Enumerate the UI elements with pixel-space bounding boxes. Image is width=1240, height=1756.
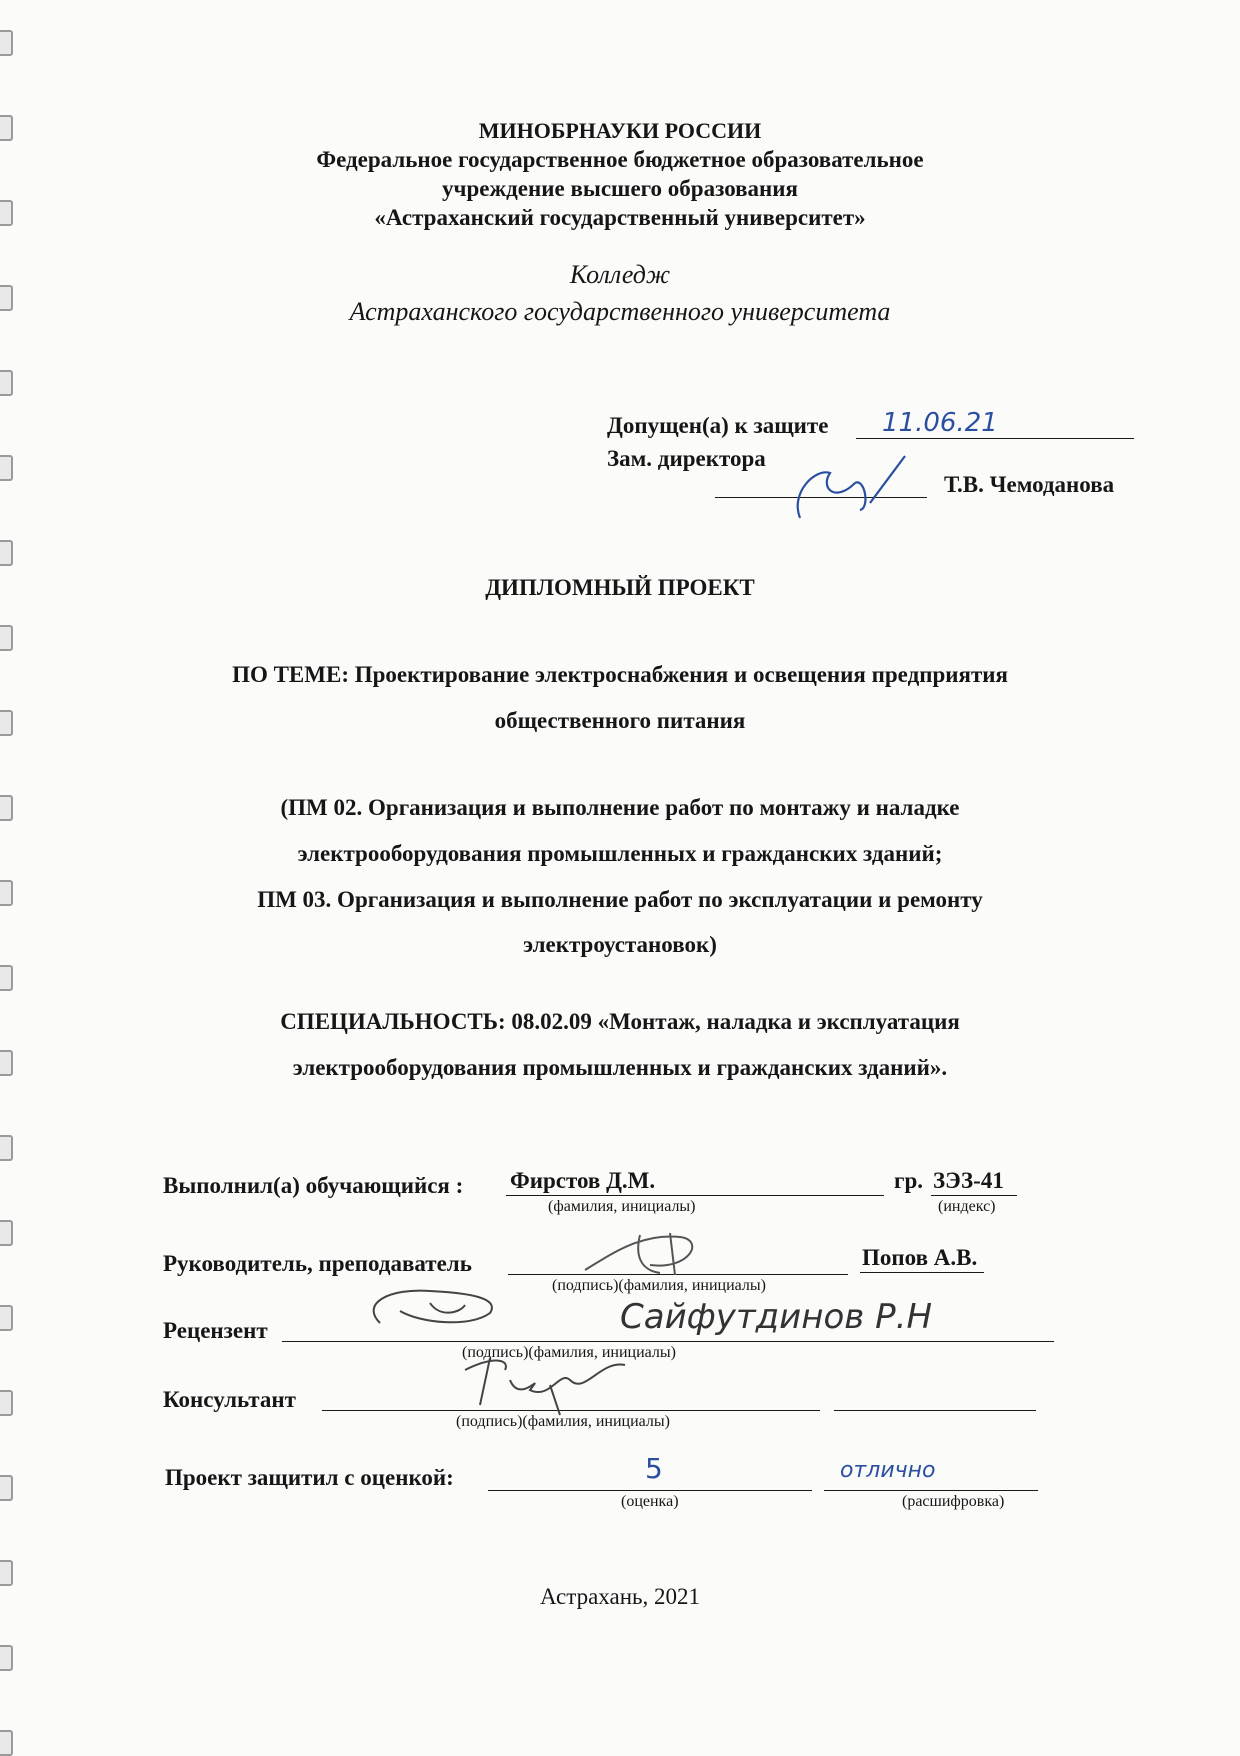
college-line-1: Колледж (569, 260, 671, 289)
topic-line-1: ПО ТЕМЕ: Проектирование электроснабжения и освещения предприятия (232, 662, 1008, 687)
supervisor-caption: (подпись)(фамилия, инициалы) (552, 1277, 766, 1294)
student-label: Выполнил(а) обучающийся : (163, 1173, 464, 1198)
document-type: ДИПЛОМНЫЙ ПРОЕКТ (485, 575, 755, 600)
binding-ring (0, 540, 13, 566)
institution-line-3: «Астраханский государственный университет» (374, 205, 866, 230)
institution-line-2: учреждение высшего образования (442, 176, 798, 201)
binding-ring (0, 1220, 13, 1246)
binding-ring (0, 965, 13, 991)
city-year: Астрахань, 2021 (540, 1584, 700, 1609)
ministry-name: МИНОБРНАУКИ РОССИИ (478, 118, 762, 143)
binding-ring (0, 1730, 13, 1756)
binding-ring (0, 370, 13, 396)
binding-ring (0, 1390, 13, 1416)
student-name-line (506, 1195, 884, 1196)
binding-ring (0, 1305, 13, 1331)
grade-label: Проект защитил с оценкой: (165, 1465, 454, 1490)
group-caption: (индекс) (938, 1198, 996, 1215)
binding-ring (0, 1560, 13, 1586)
grade-value: 5 (645, 1452, 663, 1485)
reviewer-signature (360, 1283, 510, 1343)
binding-ring (0, 455, 13, 481)
specialty-line-1: СПЕЦИАЛЬНОСТЬ: 08.02.09 «Монтаж, наладка и эксплуатация (280, 1009, 960, 1034)
deputy-signature (760, 448, 910, 528)
reviewer-caption: (подпись)(фамилия, инициалы) (462, 1344, 676, 1361)
student-caption: (фамилия, инициалы) (548, 1198, 696, 1215)
modules-line-4: электроустановок) (523, 932, 717, 957)
grade-caption: (оценка) (621, 1493, 679, 1510)
college-line-2: Астраханского государственного университета (349, 297, 891, 326)
binding-ring (0, 1475, 13, 1501)
admitted-label: Допущен(а) к защите (607, 413, 829, 438)
modules-line-2: электрооборудования промышленных и гражданских зданий; (297, 841, 943, 866)
admitted-date-line (856, 438, 1134, 439)
consultant-label: Консультант (163, 1387, 296, 1412)
supervisor-label: Руководитель, преподаватель (163, 1251, 472, 1276)
grade-text-line (824, 1490, 1038, 1491)
group-label: гр. (894, 1168, 923, 1193)
group-value: ЗЭЗ-41 (933, 1168, 1004, 1193)
supervisor-signature (580, 1225, 720, 1285)
specialty-line-2: электрооборудования промышленных и гражданских зданий». (292, 1055, 948, 1080)
deputy-name: Т.В. Чемоданова (944, 472, 1115, 497)
consultant-signature (450, 1350, 640, 1420)
reviewer-label: Рецензент (163, 1318, 268, 1343)
deputy-label: Зам. директора (607, 446, 766, 471)
grade-text-caption: (расшифровка) (902, 1493, 1005, 1510)
grade-text: отлично (840, 1458, 936, 1483)
binding-ring (0, 30, 13, 56)
student-name: Фирстов Д.М. (510, 1168, 656, 1193)
grade-line (488, 1490, 812, 1491)
modules-line-3: ПМ 03. Организация и выполнение работ по эксплуатации и ремонту (257, 887, 983, 912)
admitted-date: 11.06.21 (882, 408, 998, 438)
binding-ring (0, 625, 13, 651)
consultant-name-line (834, 1410, 1036, 1411)
group-line (931, 1195, 1017, 1196)
reviewer-handwritten: Сайфутдинов Р.Н (620, 1297, 933, 1337)
binding-ring (0, 1645, 13, 1671)
binding-ring (0, 1135, 13, 1161)
modules-line-1: (ПМ 02. Организация и выполнение работ по монтажу и наладке (280, 795, 960, 820)
supervisor-name: Попов А.В. (862, 1245, 978, 1270)
supervisor-name-line (860, 1272, 984, 1273)
institution-line-1: Федеральное государственное бюджетное образовательное (316, 147, 924, 172)
topic-line-2: общественного питания (494, 708, 746, 733)
consultant-caption: (подпись)(фамилия, инициалы) (456, 1413, 670, 1430)
